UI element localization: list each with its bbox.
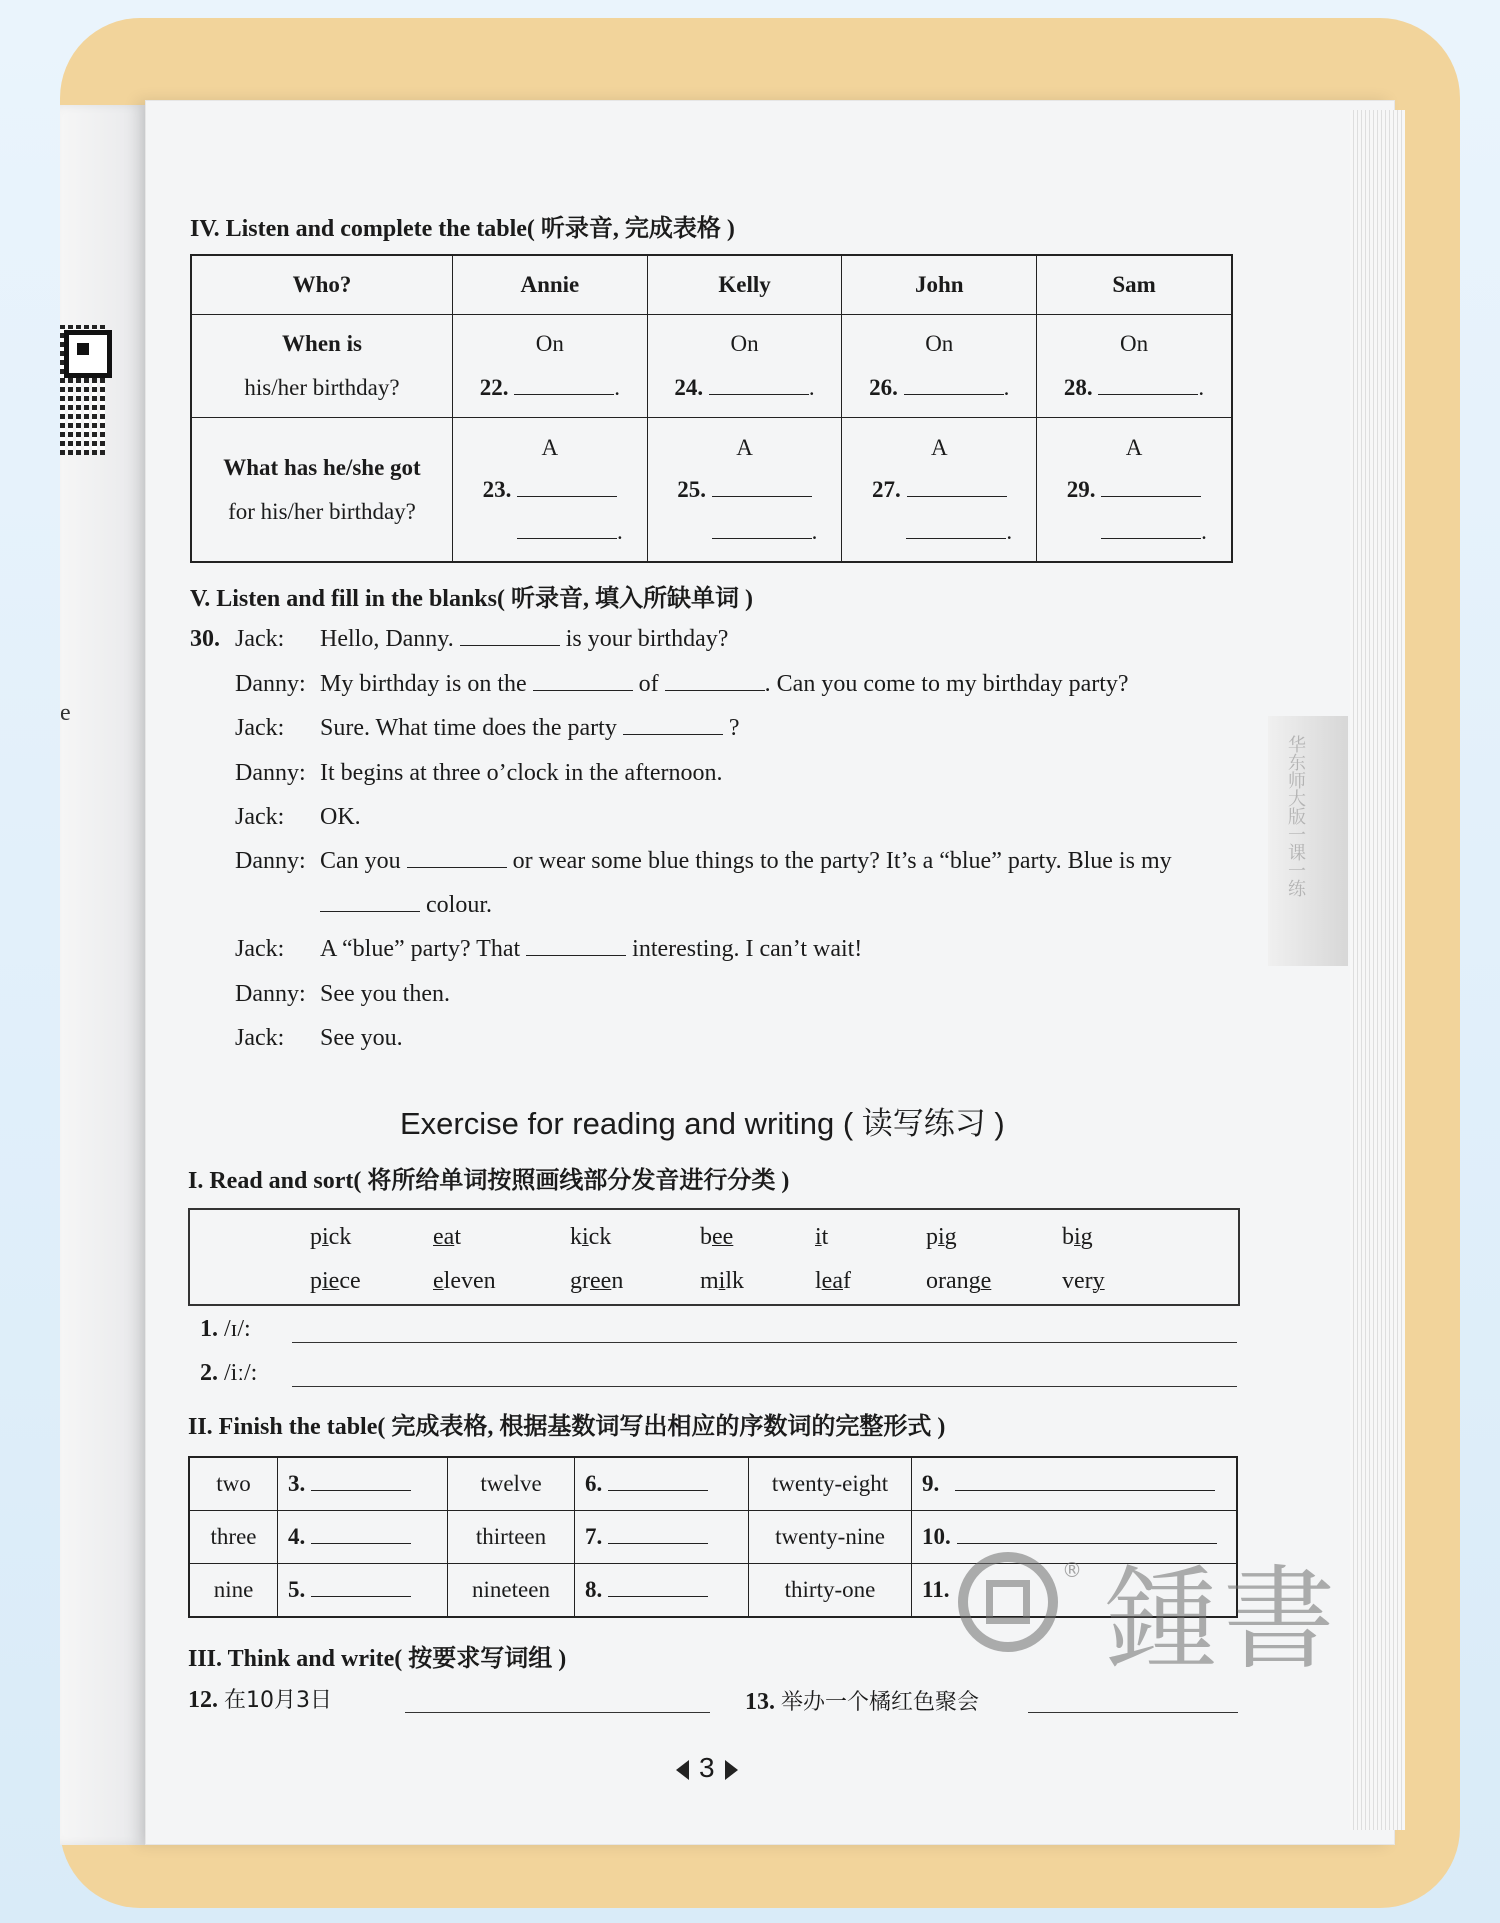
cell-26: On 26. . — [842, 315, 1037, 418]
question-13: 13. 举办一个橘红色聚会 — [745, 1689, 980, 1715]
birthday-table — [190, 254, 1233, 563]
sort-q2: 2. /iː/: — [200, 1360, 258, 1386]
cell-22: On 22. . — [453, 315, 648, 418]
sort-q1: 1. /ɪ/: — [200, 1316, 251, 1342]
cardinal-cell: twelve — [448, 1457, 575, 1511]
dialogue-line: Danny: It begins at three o’clock in the afternoon. — [235, 760, 723, 786]
answer-line-2[interactable] — [292, 1386, 1237, 1387]
page-number: 3 — [676, 1752, 738, 1784]
ordinal-answer-cell[interactable]: 3. — [278, 1457, 448, 1511]
blank-28[interactable] — [1098, 376, 1198, 395]
publisher-watermark: 鍾書 — [1105, 1555, 1341, 1685]
ordinal-answer-cell[interactable]: 7. — [575, 1511, 749, 1564]
ordinal-answer-cell[interactable]: 8. — [575, 1564, 749, 1618]
blank-26[interactable] — [904, 376, 1004, 395]
row-what-label: What has he/she got for his/her birthday? — [191, 418, 453, 563]
blank-30f[interactable] — [320, 893, 420, 912]
blank-22[interactable] — [514, 376, 614, 395]
sort-section-title: I. Read and sort( 将所给单词按照画线部分发音进行分类 ) — [188, 1168, 790, 1194]
cardinal-cell: thirteen — [448, 1511, 575, 1564]
dialogue-line: Danny: See you then. — [235, 981, 450, 1007]
sort-word: bee — [700, 1224, 734, 1250]
sort-word: eat — [433, 1224, 461, 1250]
row-when-label: When is his/her birthday? — [191, 315, 453, 418]
page-stack-edge — [1350, 110, 1405, 1830]
cell-23: A 23. . — [453, 418, 648, 563]
header-annie: Annie — [453, 255, 648, 315]
cardinal-cell: nine — [189, 1564, 278, 1618]
sort-word: pick — [310, 1224, 352, 1250]
dialogue-line: colour. — [320, 892, 492, 919]
cardinal-cell: two — [189, 1457, 278, 1511]
question-30-number: 30. — [190, 626, 220, 652]
blank-30a[interactable] — [460, 627, 560, 646]
cardinal-cell: twenty-eight — [749, 1457, 912, 1511]
sort-word: eleven — [433, 1268, 496, 1294]
header-john: John — [842, 255, 1037, 315]
cell-25: A 25. . — [647, 418, 842, 563]
header-kelly: Kelly — [647, 255, 842, 315]
blank-23b[interactable] — [517, 520, 617, 539]
ordinal-answer-cell[interactable]: 10. — [912, 1511, 1238, 1564]
blank-30b[interactable] — [533, 672, 633, 691]
section-4-title: IV. Listen and complete the table( 听录音, 完成表格 ) — [190, 216, 735, 242]
dialogue-line: Jack: OK. — [235, 804, 361, 830]
dialogue-line: Jack: Hello, Danny. is your birthday? — [235, 626, 729, 652]
next-arrow-icon — [725, 1760, 738, 1780]
dialogue-line: Jack: Sure. What time does the party ? — [235, 715, 740, 741]
blank-30e[interactable] — [407, 849, 507, 868]
sort-word: it — [815, 1224, 829, 1250]
cell-27: A 27. . — [842, 418, 1037, 563]
dialogue-line: Danny: My birthday is on the of . Can you come to my birthday party? — [235, 671, 1129, 697]
answer-line-1[interactable] — [292, 1342, 1237, 1343]
cardinal-cell: three — [189, 1511, 278, 1564]
section-5-title: V. Listen and fill in the blanks( 听录音, 填入所缺单词 ) — [190, 586, 753, 612]
finish-section-title: II. Finish the table( 完成表格, 根据基数词写出相应的序数词的完整形式 ) — [188, 1414, 946, 1440]
blank-30g[interactable] — [526, 937, 626, 956]
cardinal-cell: twenty-nine — [749, 1511, 912, 1564]
answer-line-13[interactable] — [1028, 1712, 1238, 1713]
registered-mark: ® — [1062, 1558, 1082, 1582]
cardinal-cell: thirty-one — [749, 1564, 912, 1618]
cell-29: A 29. . — [1037, 418, 1232, 563]
blank-29b[interactable] — [1101, 520, 1201, 539]
side-tab-text: 华东师大版一课一练 — [1285, 735, 1306, 897]
blank-25b[interactable] — [712, 520, 812, 539]
think-section-title: III. Think and write( 按要求写词组 ) — [188, 1646, 567, 1672]
blank-30c[interactable] — [665, 672, 765, 691]
sort-word: big — [1062, 1224, 1093, 1250]
blank-24[interactable] — [709, 376, 809, 395]
header-who: Who? — [191, 255, 453, 315]
sort-word: piece — [310, 1268, 361, 1294]
sort-word: orange — [926, 1268, 992, 1294]
blank-30d[interactable] — [623, 716, 723, 735]
publisher-logo-icon — [958, 1552, 1058, 1652]
ordinal-answer-cell[interactable]: 9. — [912, 1457, 1238, 1511]
blank-27a[interactable] — [907, 478, 1007, 497]
header-sam: Sam — [1037, 255, 1232, 315]
ordinal-answer-cell[interactable]: 4. — [278, 1511, 448, 1564]
cell-24: On 24. . — [647, 315, 842, 418]
blank-27b[interactable] — [906, 520, 1006, 539]
margin-letter: e — [60, 700, 71, 726]
dialogue-line: Jack: A “blue” party? That interesting. I can’t wait! — [235, 936, 863, 962]
question-12: 12. 在10月3日 — [188, 1687, 332, 1713]
sort-word: very — [1062, 1268, 1105, 1294]
answer-line-12[interactable] — [405, 1712, 710, 1713]
sort-word: pig — [926, 1224, 957, 1250]
sort-word: green — [570, 1268, 624, 1294]
ordinal-answer-cell[interactable]: 11. — [912, 1564, 1238, 1618]
dialogue-line: Jack: See you. — [235, 1025, 403, 1051]
sort-word: leaf — [815, 1268, 851, 1294]
dialogue-line: Danny: Can you or wear some blue things to the party? It’s a “blue” party. Blue is my — [235, 848, 1172, 874]
blank-25a[interactable] — [712, 478, 812, 497]
qr-finder-icon — [64, 330, 112, 378]
cardinal-cell: nineteen — [448, 1564, 575, 1618]
blank-29a[interactable] — [1101, 478, 1201, 497]
ordinal-answer-cell[interactable]: 6. — [575, 1457, 749, 1511]
sort-word: milk — [700, 1268, 745, 1294]
prev-arrow-icon — [676, 1760, 689, 1780]
reading-writing-heading: Exercise for reading and writing ( 读写练习 ) — [400, 1106, 1005, 1141]
sort-word: kick — [570, 1224, 612, 1250]
ordinal-answer-cell[interactable]: 5. — [278, 1564, 448, 1618]
ordinal-table — [188, 1456, 1238, 1618]
blank-23a[interactable] — [517, 478, 617, 497]
cell-28: On 28. . — [1037, 315, 1232, 418]
